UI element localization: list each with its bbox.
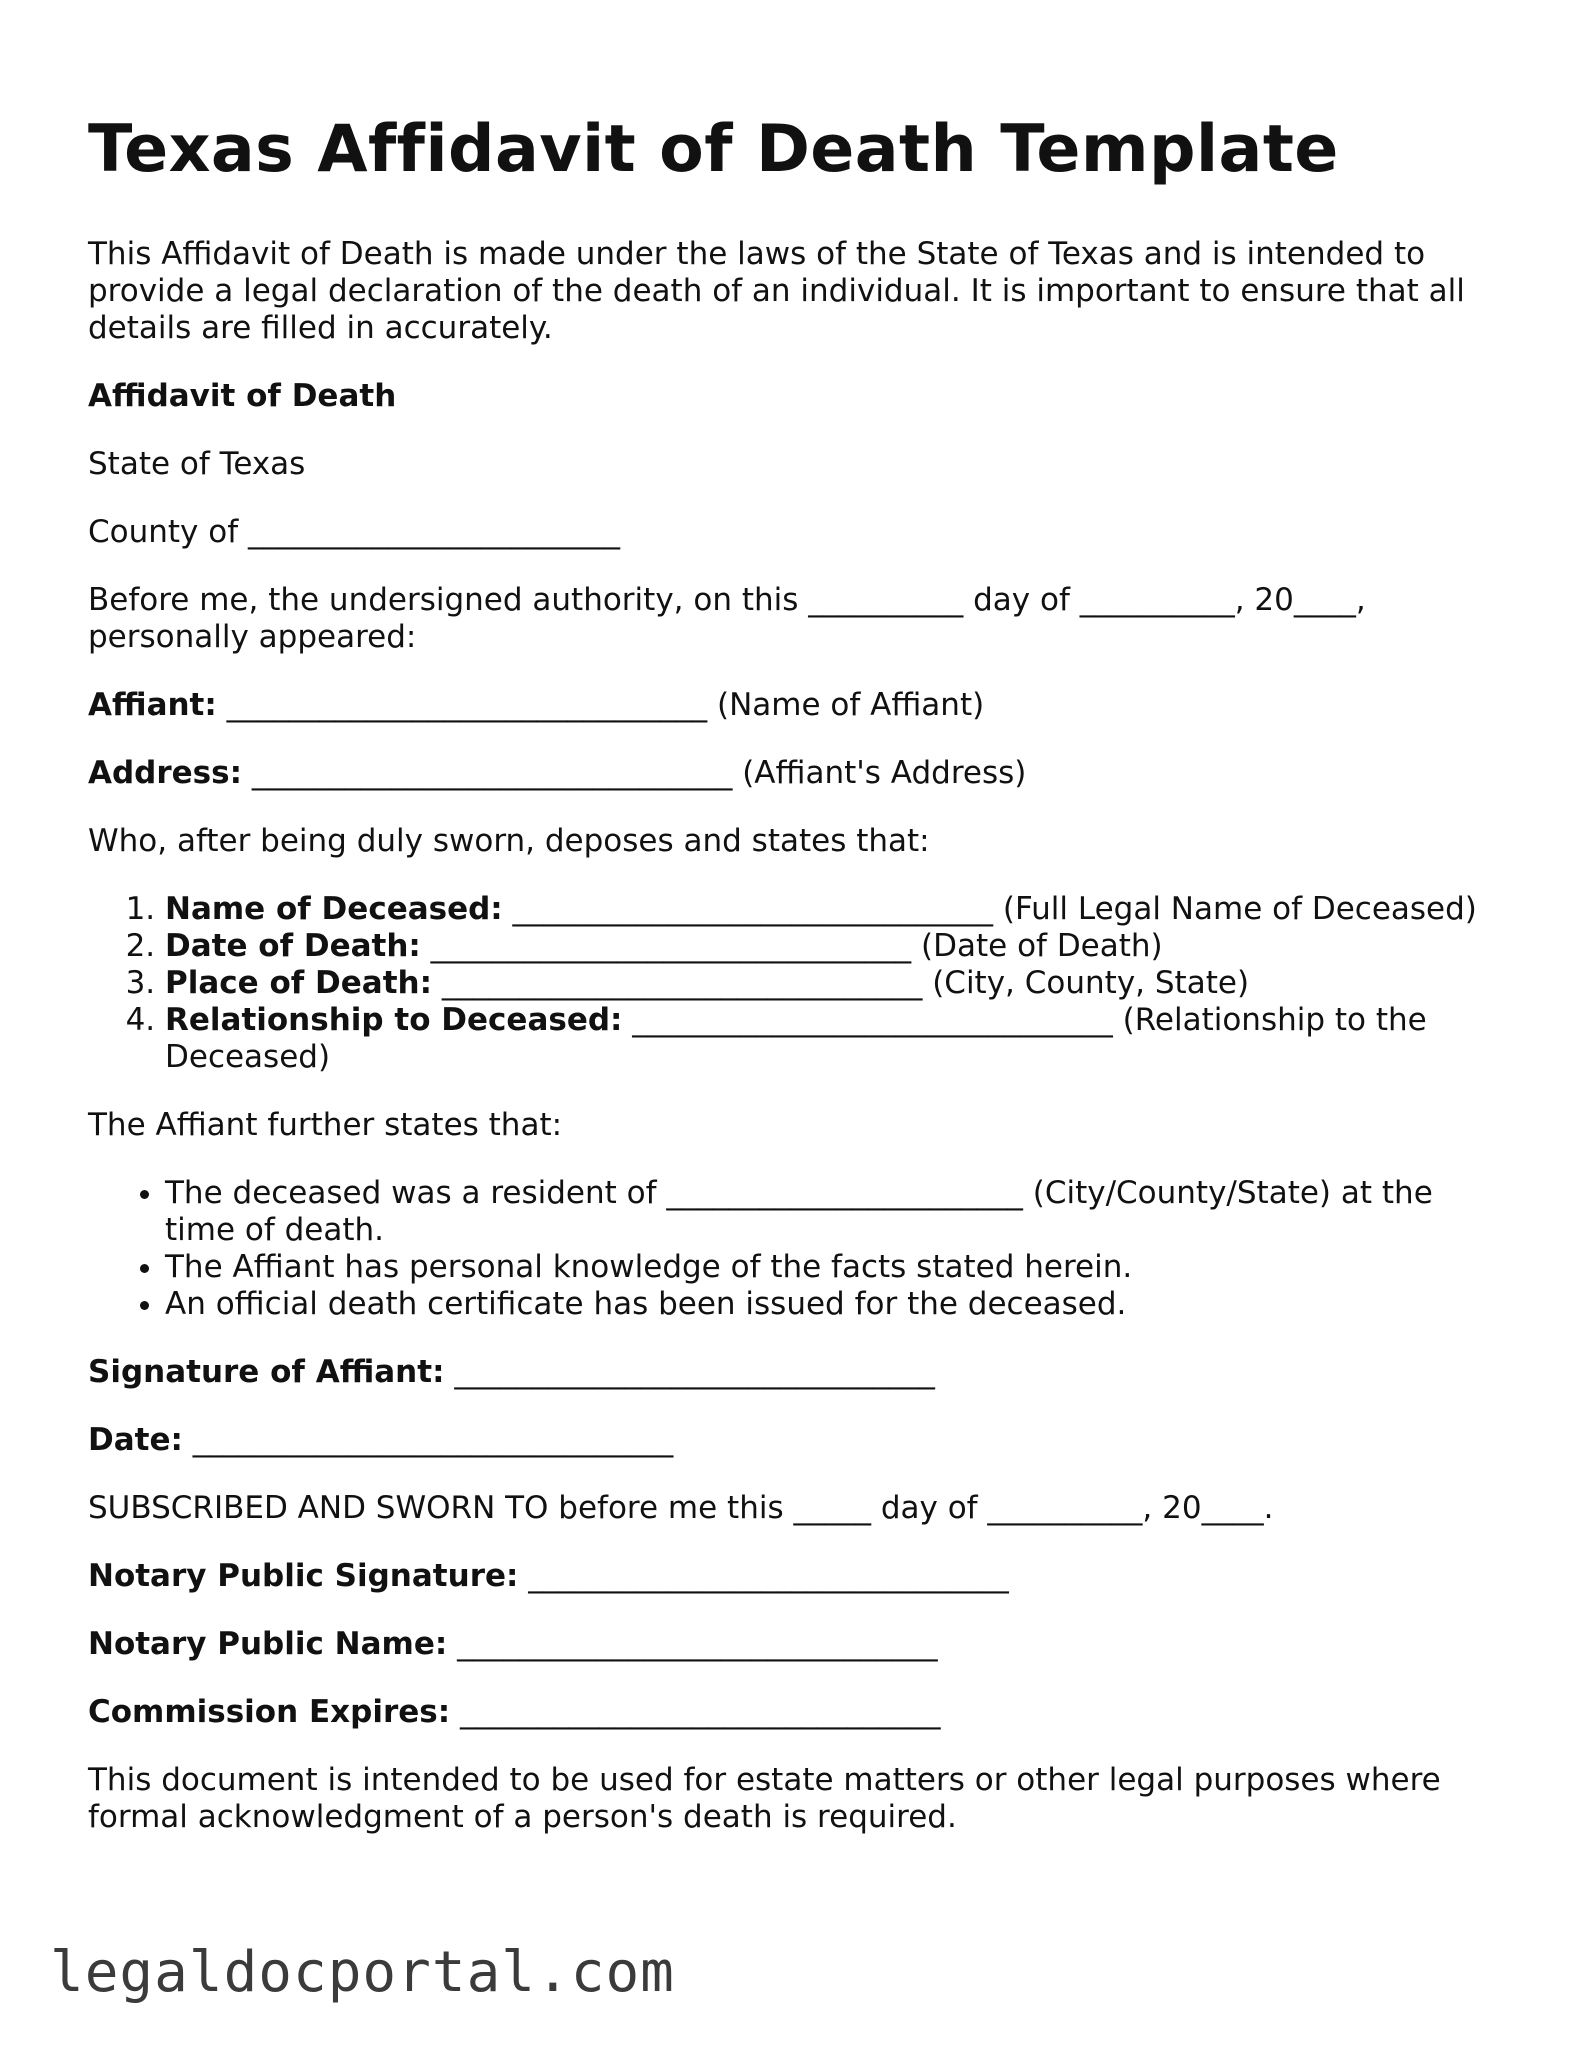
subscribed-line: SUBSCRIBED AND SWORN TO before me this _____ day of __________, 20____. xyxy=(88,1490,1274,1526)
fact-text: _______________________________ (Full Legal Name of Deceased) xyxy=(502,891,1477,927)
section-heading: Affidavit of Death xyxy=(88,378,397,414)
fact-label: Name of Deceased: xyxy=(165,891,503,927)
appearance-line: Before me, the undersigned authority, on this __________ day of __________, 20____, personally appeared: xyxy=(88,582,1366,655)
signature-field xyxy=(88,1354,1508,1391)
fact-text: _______________________________ (City, County, State) xyxy=(432,965,1250,1001)
affiant-blank: _______________________________ (Name of Affiant) xyxy=(216,687,985,723)
fact-text: _______________________________ (Relationship to the Deceased) xyxy=(165,1002,1427,1075)
closing-paragraph: This document is intended to be used for estate matters or other legal purposes where formal acknowledgment of a person's death is required. xyxy=(88,1762,1441,1835)
list-item xyxy=(165,1002,1508,1076)
commission-label: Commission Expires: xyxy=(88,1694,451,1730)
fact-label: Relationship to Deceased: xyxy=(165,1002,623,1038)
statements-list xyxy=(88,1175,1508,1323)
notary-signature-label: Notary Public Signature: xyxy=(88,1558,519,1594)
affiant-field xyxy=(88,687,1508,724)
notary-name-blank: _______________________________ xyxy=(447,1626,938,1662)
county-line: County of ________________________ xyxy=(88,514,620,550)
state-line: State of Texas xyxy=(88,446,306,482)
further-line: The Affiant further states that: xyxy=(88,1107,563,1143)
date-field xyxy=(88,1422,1508,1459)
address-label: Address: xyxy=(88,755,242,791)
fact-label: Date of Death: xyxy=(165,928,421,964)
date-blank: _______________________________ xyxy=(182,1422,674,1458)
date-label: Date: xyxy=(88,1422,183,1458)
fact-text: _______________________________ (Date of Death) xyxy=(420,928,1163,964)
notary-signature-blank: _______________________________ xyxy=(518,1558,1009,1594)
watermark: legaldocportal.com xyxy=(50,1940,675,2005)
list-item xyxy=(165,965,1508,1002)
address-field xyxy=(88,755,1508,792)
list-item xyxy=(165,891,1508,928)
fact-label: Place of Death: xyxy=(165,965,432,1001)
document-page xyxy=(88,108,1508,1867)
signature-blank: _______________________________ xyxy=(444,1354,935,1390)
list-item xyxy=(165,928,1508,965)
commission-blank: _______________________________ xyxy=(450,1694,941,1730)
list-item: • An official death certificate has been issued for the deceased. xyxy=(165,1286,1508,1323)
notary-name-field xyxy=(88,1626,1508,1663)
address-blank: _______________________________ (Affiant's Address) xyxy=(242,755,1027,791)
sworn-line: Who, after being duly sworn, deposes and states that: xyxy=(88,823,930,859)
notary-signature-field xyxy=(88,1558,1508,1595)
notary-name-label: Notary Public Name: xyxy=(88,1626,448,1662)
list-item: • The Affiant has personal knowledge of the facts stated herein. xyxy=(165,1249,1508,1286)
intro-paragraph: This Affidavit of Death is made under the laws of the State of Texas and is intended to provide a legal declaration of the death of an individual. It is important to ensure that all details are filled in accurately. xyxy=(88,236,1465,346)
commission-field xyxy=(88,1694,1508,1731)
affiant-label: Affiant: xyxy=(88,687,217,723)
list-item: • The deceased was a resident of _______________________ (City/County/State) at the time of death. xyxy=(165,1175,1508,1249)
signature-label: Signature of Affiant: xyxy=(88,1354,445,1390)
facts-list xyxy=(88,891,1508,1076)
page-title: Texas Affidavit of Death Template xyxy=(88,112,1339,187)
